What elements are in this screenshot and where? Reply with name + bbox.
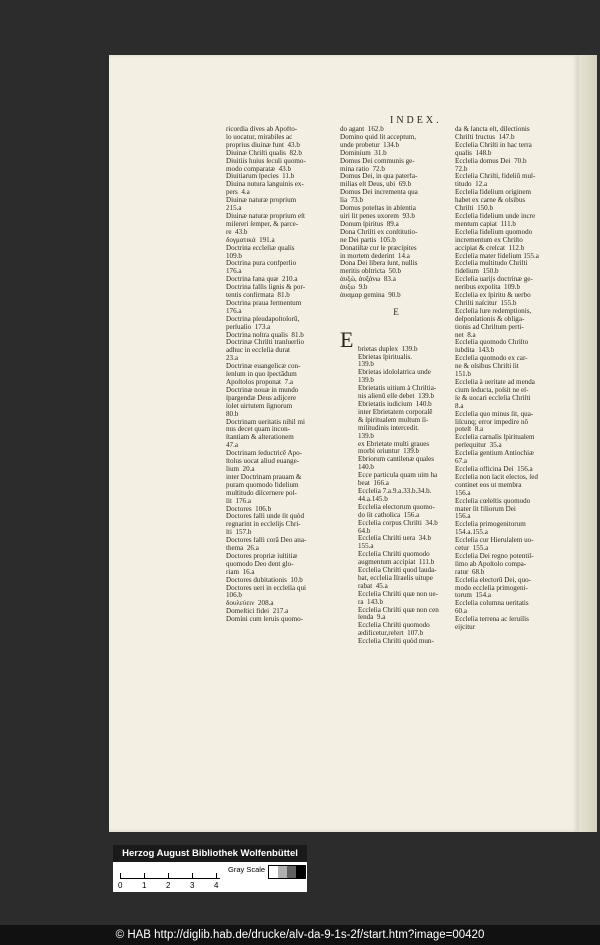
index-entry: deſponſationis & obliga- <box>455 315 525 323</box>
index-entry: Eccleſia uarijs doctrinæ ge- <box>455 276 533 284</box>
index-entry: beat 166.a <box>358 480 389 488</box>
index-entry: Dona Chriſti ex conſtitutio- <box>340 228 418 236</box>
index-entry: Doctrinæ Chriſti tranſuerſio <box>226 339 305 347</box>
index-entry: Eccleſia corpus Chriſti 34.b <box>358 519 438 527</box>
index-entry: 80.b <box>226 410 239 418</box>
index-entry: Eccleſia Chriſti, fideliū mul- <box>455 173 536 181</box>
index-entry: fidelium 150.b <box>455 268 499 276</box>
index-entry: Doctrinam ueritatis nihil mi <box>226 418 306 426</box>
index-entry: poteſt 8.a <box>455 426 484 434</box>
index-entry: Eccleſia non ſacit electos, ſed <box>455 473 538 481</box>
index-entry: Chriſti fructus 147.b <box>455 133 515 141</box>
index-entry: Eccleſia terrena ac ſeruilis <box>455 616 529 624</box>
index-entry: Doctrina praua fermentum <box>226 299 302 307</box>
section-letter: E <box>393 306 399 317</box>
color-scale-card <box>113 862 307 892</box>
index-entry: mina ratio 72.b <box>340 165 385 173</box>
index-entry: Eccleſia quomodo Chriſto <box>455 339 529 347</box>
index-entry: Chriſti naſcitur 155.b <box>455 299 517 307</box>
index-entry: ratur 68.b <box>455 568 485 576</box>
index-entry: 72.b <box>455 165 468 173</box>
index-entry: lia 73.b <box>340 197 364 205</box>
index-entry: ἀυξώ, ἀυξάνω 83.a <box>340 276 396 284</box>
index-entry: incrementum ex Chriſto <box>455 236 523 244</box>
index-entry: Domino quid ſit acceptum, <box>340 133 417 141</box>
index-entry: Diuinæ naturæ proprium <box>226 197 297 205</box>
index-entry: perſuaſio 173.a <box>226 323 271 331</box>
index-entry: mentum capiat 111.b <box>455 220 516 228</box>
index-entry: Eccleſia ex ſpiritu & uerbo <box>455 292 531 300</box>
index-entry: ſpargendæ Deus adijcere <box>226 394 296 402</box>
index-entry: Eccleſia à ueritate ad menda <box>455 379 535 386</box>
scale-number: 4 <box>214 881 219 890</box>
index-entry: ex Ebrietate multi graues <box>358 440 430 448</box>
index-entry: Eccleſia electorum quomo- <box>358 503 435 511</box>
index-entry: inter Ebrietatem corporalē <box>358 408 433 416</box>
index-entry: perſequitur 35.a <box>455 442 502 450</box>
index-entry: Donum ſpiritus 89.a <box>340 220 399 228</box>
scale-number: 1 <box>142 881 147 890</box>
index-entry: Ebrietas ſpiritualis. <box>358 353 412 361</box>
index-column-1 <box>226 126 338 624</box>
drop-cap: E <box>340 326 354 352</box>
index-entry: mater ſit filiorum Dei <box>455 505 516 513</box>
index-entry: Doctores ueri in eccleſia qui <box>226 584 306 592</box>
index-entry: nus decet quam incon- <box>226 426 291 434</box>
index-entry: da & ſancta eſt, dilectionis <box>455 126 530 133</box>
index-entry: Doctrina eccleſiæ qualis <box>226 244 295 252</box>
index-entry: 44.a.145.b <box>358 495 388 503</box>
index-entry: Eccleſia ſure redemptionis, <box>455 307 532 315</box>
page-header: INDEX. <box>390 115 442 126</box>
library-label: Herzog August Bibliothek Wolfenbüttel <box>113 845 307 862</box>
index-entry: Eccleſia multitudo Chriſti <box>455 260 528 268</box>
index-entry: Eccleſia domus Dei 70.b <box>455 157 527 165</box>
index-column-2 <box>340 126 452 662</box>
index-entry: Doctrinæ euangelicæ con- <box>226 363 301 371</box>
index-entry: 64.b <box>358 527 371 535</box>
index-entry: ſe & uocari eccleſia Chriſti <box>455 394 531 402</box>
index-entry: re 43.b <box>226 228 248 236</box>
index-entry: Doctores falſi corā Deo ana- <box>226 537 307 545</box>
index-entry: 156.a <box>455 489 471 497</box>
index-entry: Eccleſia Chriſti quòd mun- <box>358 638 434 646</box>
index-entry: Eccleſia Chriſti quomodo <box>358 551 430 559</box>
index-entry: 176.a <box>226 268 242 276</box>
index-entry: quomodo Deo dent glo- <box>226 560 294 568</box>
index-entry: uiri ſit penes uxorem 93.b <box>340 212 415 220</box>
index-entry: Domini cum ſeruis quomo- <box>226 616 304 624</box>
index-entry: liſcunq; error impedire nō <box>455 418 529 426</box>
index-entry: 23.a <box>226 355 239 363</box>
index-entry: ἀυξω 9.b <box>340 284 368 292</box>
index-entry: puram quomodo fidelium <box>226 481 299 489</box>
index-entry: Eccleſia 7.a.9.a.33.b.34.b. <box>358 487 432 495</box>
index-entry: Eccleſia cœleſtis quomodo <box>455 497 531 505</box>
scale-number: 3 <box>190 881 195 890</box>
gray-scale-label: Gray Scale <box>228 865 266 874</box>
index-entry: Apoſtolos proponat 7.a <box>226 379 293 386</box>
index-entry: Ebrietas idololatrica unde <box>358 369 431 377</box>
index-entry: Eccleſia Chriſti quæ non ue- <box>358 590 438 598</box>
column-2-bottom <box>340 322 452 662</box>
index-entry: riam 16.a <box>226 568 255 576</box>
index-entry: Doctores falſi unde ſit quòd <box>226 513 305 521</box>
index-entry: ſimo ab Apoſtolo compa- <box>455 560 527 568</box>
index-entry: Diuinæ naturæ proprium eſt <box>226 212 306 220</box>
index-entry: lo uocatur, mirabiles ac <box>226 133 293 141</box>
index-entry: Doctores propriæ iuſtitiæ <box>226 552 298 560</box>
index-entry: Donatiſtæ cur ſe præcipites <box>340 244 417 252</box>
index-entry: ne & oſsibus Chriſti ſit <box>455 363 519 371</box>
index-entry: Doctrina noſtra qualis 81.b <box>226 331 304 339</box>
index-entry: Ecce particula quam uim ha <box>358 472 438 480</box>
index-entry: ſolet uirtutem ſignorum <box>226 402 293 410</box>
index-entry: proprius diuinæ funt 43.b <box>226 141 300 149</box>
index-entry: Eccleſia Chriſti quod lauda- <box>358 567 437 575</box>
index-entry: Diuina nutura languinis ex- <box>226 181 304 189</box>
index-entry: 215.a <box>226 205 242 213</box>
scale-number: 2 <box>166 881 171 890</box>
index-entry: 47.a <box>226 442 239 450</box>
index-entry: modo eccleſia primogeni- <box>455 584 528 592</box>
index-entry: 154.a.155.a <box>455 529 488 537</box>
index-entry: eijcitur <box>455 624 476 632</box>
index-entry: Ebrietatis iudicium 140.b <box>358 401 432 408</box>
index-entry: Eccleſia cur Hieruſalem uo- <box>455 537 534 545</box>
index-entry: brietas duplex 139.b <box>358 345 418 353</box>
index-entry: 106.b <box>226 592 242 600</box>
index-entry: 60.a <box>455 608 468 616</box>
index-entry: Doctrina fana quæ 210.a <box>226 276 298 284</box>
index-entry: Domus poteſtas in abſentia <box>340 205 416 213</box>
index-entry: ra 143.b <box>358 598 384 606</box>
index-entry: Ebriorum cantilenæ quales <box>358 456 435 464</box>
index-entry: 140.b <box>358 464 374 472</box>
index-entry: 109.b <box>226 252 242 260</box>
index-entry: 139.b <box>358 377 374 385</box>
index-entry: ſtantiam & alterationem <box>226 434 294 442</box>
index-entry: ἀυαμαρ gemina 90.b <box>340 292 401 300</box>
index-entry: net 8.a <box>455 331 476 339</box>
index-entry: nis alienū eſſe debet 139.b <box>358 393 435 401</box>
index-entry: habet ex carne & oſsibus <box>455 197 526 205</box>
index-entry: Eccleſia Chriſti in hac terra <box>455 141 532 149</box>
index-entry: Domus Dei communis ge- <box>340 157 415 165</box>
index-entry: miſereri ſemper, & parce- <box>226 220 299 228</box>
page-edge <box>579 55 597 832</box>
index-entry: Doctores dubitationis 10.b <box>226 576 303 584</box>
ruler <box>120 868 220 879</box>
index-entry: rabat 45.a <box>358 582 388 590</box>
index-entry: in mortem dederint 14.a <box>340 252 410 260</box>
index-entry: regnarint in eccleſijs Chri- <box>226 521 301 529</box>
index-entry: Eccleſia Chriſti quæ non cen <box>358 606 439 614</box>
index-entry: Chriſti 150.b <box>455 205 494 213</box>
index-entry: lium 20.a <box>226 465 255 473</box>
index-entry: tionis ad Chriſtum perti- <box>455 323 524 331</box>
index-entry: Doctrina falſis ſignis & por- <box>226 284 306 292</box>
index-entry: Doctrinam ſeductricē Apo- <box>226 450 303 458</box>
index-entry: milias eſt Deus, ubi 69.b <box>340 181 412 189</box>
index-entry: Eccleſia Chriſti quomodo <box>358 622 430 630</box>
index-entry: 139.b <box>358 432 374 440</box>
index-entry: Eccleſia officina Dei 156.a <box>455 465 533 473</box>
index-entry: neribus expoſita 109.b <box>455 284 521 292</box>
index-entry: Doctrinæ nouæ in mundo <box>226 386 299 394</box>
index-entry: Diuitiarum ſpecies 11.b <box>226 173 295 181</box>
index-entry: Eccleſia gentium Antiochiæ <box>455 450 534 458</box>
index-entry: Diuitiis huius ſeculi quomo- <box>226 157 306 165</box>
index-entry: Eccleſia fidelium quomodo <box>455 228 533 236</box>
index-entry: thema 26.a <box>226 545 259 553</box>
index-entry: ſtolus uocat aliud euange- <box>226 458 300 466</box>
index-entry: Dona Dei libera ſunt, nullis <box>340 260 418 268</box>
index-entry: ſti 157.b <box>226 529 252 537</box>
index-entry: Eccleſia fidelium unde incre <box>455 212 536 220</box>
index-entry: & ſpiritualem multum ſi- <box>358 416 429 424</box>
index-entry: Eccleſia carnalis ſpiritualem <box>455 434 535 442</box>
index-entry: tentis confirmata 81.b <box>226 292 290 300</box>
index-entry: accipiat & creſcat 112.b <box>455 244 525 252</box>
index-entry: adhuc in eccleſia durat <box>226 347 291 355</box>
scale-number: 0 <box>118 881 123 890</box>
index-entry: Domus Dei, in qua paterfa- <box>340 173 418 181</box>
index-entry: augmentum accipiat 111.b <box>358 559 435 567</box>
index-entry: 139.b <box>358 361 374 369</box>
index-entry: pers 4.a <box>226 189 250 197</box>
index-entry: do ſit catholica 156.a <box>358 511 420 519</box>
gray-swatches <box>268 865 306 879</box>
index-entry: ricordia dives ab Apofto- <box>226 126 298 133</box>
index-entry: ſubdita 143.b <box>455 347 495 355</box>
index-entry: Eccleſia columna ueritatis <box>455 600 529 608</box>
index-entry: 67.a <box>455 458 468 466</box>
index-entry: continet eos ut membra <box>455 481 522 489</box>
index-entry: Eccleſia Dei regno potentiſ- <box>455 552 534 560</box>
index-entry: titudo 12.a <box>455 181 488 189</box>
index-entry: morbi oriuntur 139.b <box>358 448 420 456</box>
index-entry: Domus Dei incrementa qua <box>340 189 418 197</box>
index-entry: Eccleſia electorū Dei, quo- <box>455 576 532 584</box>
index-column-3 <box>455 126 567 632</box>
index-entry: Doctrina pura confperſio <box>226 260 297 268</box>
index-entry: Eccleſia fidelium originem <box>455 189 532 197</box>
index-entry: meritis obſtricta 50.b <box>340 268 402 276</box>
footer-url: © HAB http://diglib.hab.de/drucke/alv-da-9-1s-2f/start.htm?image=00420 <box>0 925 600 945</box>
index-entry: 176.a <box>226 307 242 315</box>
index-entry: ſenda 9.a <box>358 614 386 622</box>
index-entry: inter Doctrinam prauam & <box>226 473 302 481</box>
index-entry: Eccleſia Chriſti uera 34.b <box>358 535 432 543</box>
index-entry: cium ſeducta, poſsit ne eſ- <box>455 386 529 394</box>
index-entry: Eccleſia quomodo ex car- <box>455 355 528 363</box>
index-entry: unde probetur 134.b <box>340 141 400 149</box>
index-entry: modo comparatæ 43.b <box>226 165 292 173</box>
index-entry: Eccleſia mater fidelium 155.a <box>455 252 539 260</box>
index-entry: Domeſtici fidei 217.a <box>226 608 289 616</box>
index-entry: cetur 155.a <box>455 545 489 553</box>
index-entry: Eccleſia primogenitorum <box>455 521 526 529</box>
column-2-top <box>340 126 452 300</box>
index-entry: Ebrietatis uitium à Chriſtia- <box>358 385 437 393</box>
index-entry: ſenſum in quo ſpectādum <box>226 371 297 379</box>
index-entry: δογματικά 191.a <box>226 236 275 244</box>
index-entry: Doctrina pſeudapoſtolorū, <box>226 315 300 323</box>
index-entry: ſit 176.a <box>226 497 252 505</box>
index-entry: Dominium 31.b <box>340 149 387 157</box>
index-entry: 155.a <box>358 543 374 551</box>
index-entry: Doctores 106.b <box>226 505 272 513</box>
index-entry: 151.b <box>455 371 471 379</box>
index-entry: 8.a <box>455 402 464 410</box>
index-entry: δουλεύειν 208.a <box>226 600 274 608</box>
index-entry: qualis 148.b <box>455 149 492 157</box>
index-entry: do agant 162.b <box>340 126 384 133</box>
index-entry: bat, eccleſia Iſraelis uitupe <box>358 574 433 582</box>
index-entry: ne Dei partis 105.b <box>340 236 396 244</box>
index-entry: militudinis intercedit. <box>358 424 420 432</box>
index-entry: ædificetur,refert 107.b <box>358 630 424 638</box>
index-entry: Diuinæ Chriſti qualis 82.b <box>226 149 302 157</box>
index-entry: multitudo diſcernere poſ- <box>226 489 297 497</box>
index-entry: Eccleſia quo minus ſit, qua- <box>455 410 534 418</box>
index-entry: 156.a <box>455 513 471 521</box>
index-entry: torum 154.a <box>455 592 492 600</box>
